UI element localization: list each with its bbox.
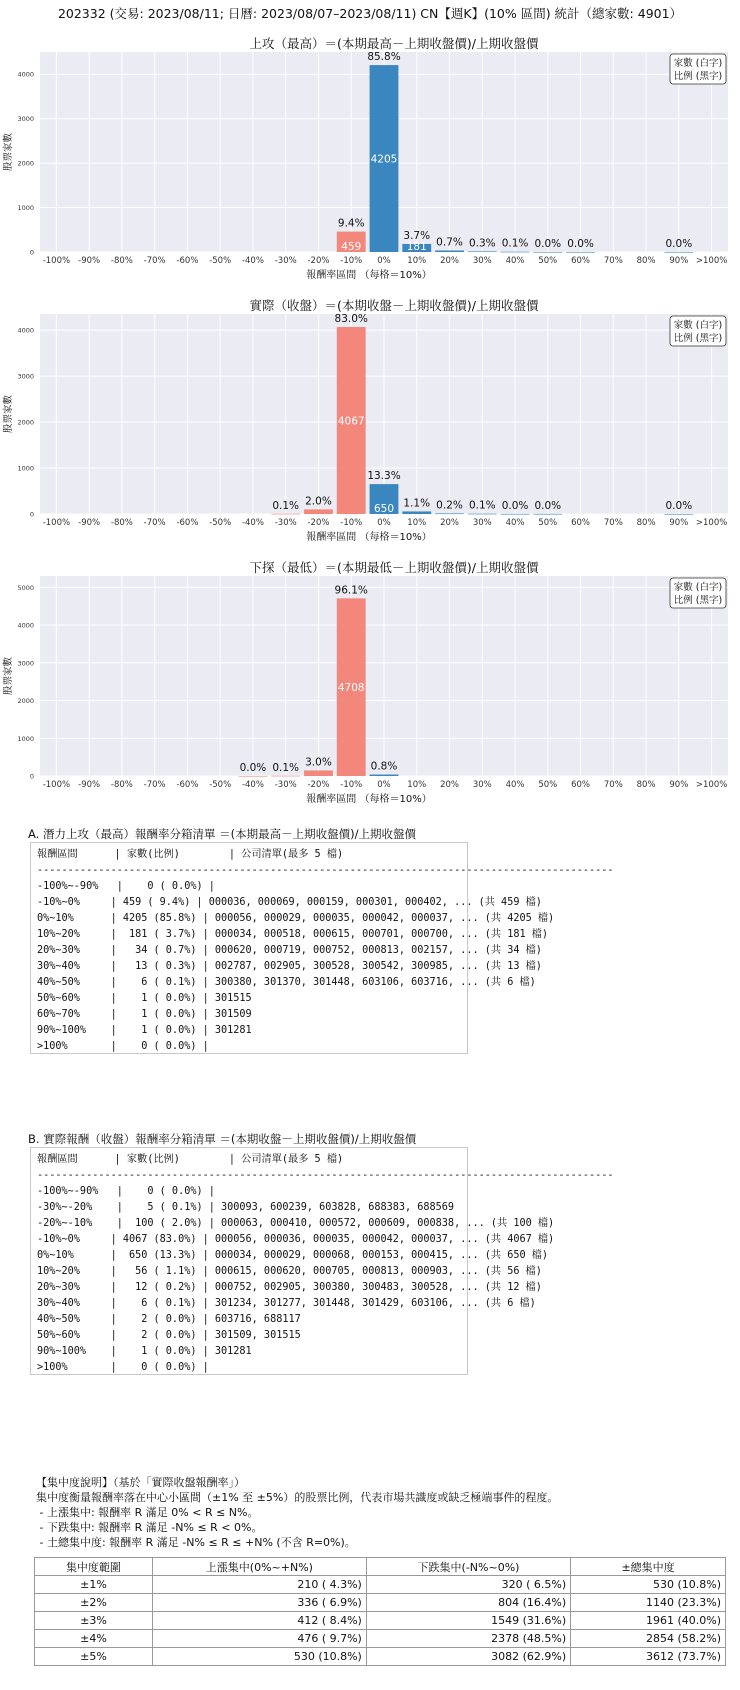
x-tick-label: -50% [209, 780, 232, 790]
list-a-line: 50%~60% | 1 ( 0.0%) | 301515 [37, 993, 252, 1004]
table-cell: 336 ( 6.9%) [152, 1594, 366, 1612]
x-tick-label: 90% [669, 518, 689, 528]
x-tick-label: 30% [472, 518, 492, 528]
y-tick-label: 4000 [17, 70, 34, 79]
table-header-row [35, 1558, 726, 1576]
x-tick-label: 70% [603, 780, 623, 790]
bar-pct-label: 0.7% [436, 236, 463, 249]
list-b-line: 0%~10% | 650 (13.3%) | 000034, 000029, 000068, 000153, 000415, ... (共 650 檔) [37, 1250, 549, 1261]
x-tick-label: 20% [440, 780, 459, 790]
legend-line-1: 家數 (白字) [673, 58, 723, 69]
list-a-line: 40%~50% | 6 ( 0.1%) | 300380, 301370, 301448, 603106, 603716, ... (共 6 檔) [37, 977, 536, 988]
bar [664, 252, 693, 253]
y-tick-label: 3000 [17, 659, 34, 668]
bar-pct-label: 0.1% [272, 499, 300, 512]
y-axis-label: 股票家數 [3, 394, 14, 434]
y-tick-label: 4000 [17, 326, 34, 335]
x-tick-label: 30% [472, 256, 492, 266]
x-tick-label: -80% [110, 256, 133, 266]
bar-pct-label: 0.0% [501, 499, 529, 512]
list-b-line: 20%~30% | 12 ( 0.2%) | 000752, 002905, 300380, 300483, 300528, ... (共 12 檔) [37, 1282, 542, 1293]
list-a-line: 30%~40% | 13 ( 0.3%) | 002787, 002905, 300528, 300542, 300985, ... (共 13 檔) [37, 961, 542, 972]
list-a-box [30, 842, 614, 1054]
bar-pct-label: 0.1% [272, 761, 300, 774]
bar-pct-label: 13.3% [367, 470, 401, 483]
chart-title: 實際（收盤）＝(本期收盤－上期收盤價)/上期收盤價 [249, 298, 539, 313]
list-b-line: 報酬區間 | 家數(比例) | 公司清單(最多 5 檔) [37, 1154, 344, 1165]
x-tick-label: 60% [571, 256, 591, 266]
x-tick-label: 60% [571, 780, 591, 790]
bar-pct-label: 0.0% [665, 499, 693, 512]
x-tick-label: 50% [538, 780, 558, 790]
legend-line-2: 比例 (黑字) [673, 333, 723, 344]
x-tick-label: -50% [209, 518, 232, 528]
table-cell: 476 ( 9.7%) [152, 1630, 366, 1648]
table-cell: ±3% [35, 1612, 153, 1630]
y-tick-label: 1000 [17, 204, 34, 213]
chart-downside [0, 560, 740, 820]
x-tick-label: 90% [669, 256, 689, 266]
bar-count-label: 459 [341, 241, 362, 253]
bar-pct-label: 96.1% [334, 584, 368, 597]
table-cell: ±1% [35, 1576, 153, 1594]
x-tick-label: -20% [307, 256, 330, 266]
x-tick-label: 10% [407, 518, 427, 528]
legend-line-2: 比例 (黑字) [673, 595, 723, 606]
bar-pct-label: 0.0% [567, 237, 594, 250]
legend-line-1: 家數 (白字) [673, 320, 723, 331]
list-b-line: 40%~50% | 2 ( 0.0%) | 603716, 688117 [37, 1314, 301, 1325]
bar [501, 252, 530, 253]
list-a-line: 60%~70% | 1 ( 0.0%) | 301509 [37, 1009, 252, 1020]
x-tick-label: -50% [209, 256, 232, 266]
table-row [35, 1594, 726, 1612]
x-tick-label: 40% [505, 780, 525, 790]
bar-pct-label: 0.0% [665, 237, 693, 250]
bar-pct-label: 2.0% [305, 495, 332, 508]
y-tick-label: 0 [29, 772, 34, 781]
bar-count-label: 181 [406, 241, 427, 253]
y-axis-label: 股票家數 [3, 656, 14, 696]
table-cell: ±4% [35, 1630, 153, 1648]
y-axis-label: 股票家數 [3, 132, 14, 172]
x-tick-label: 20% [440, 256, 459, 266]
x-tick-label: -70% [143, 780, 166, 790]
chart-close-svg [0, 298, 740, 558]
bar [239, 776, 268, 777]
list-b-box [30, 1147, 614, 1375]
list-a-title: A. 潛力上攻（最高）報酬率分箱清單 ＝(本期最高－上期收盤價)/上期收盤價 [28, 827, 416, 841]
table-cell: ±2% [35, 1594, 153, 1612]
list-a-line: -100%~-90% | 0 ( 0.0%) | [37, 881, 215, 892]
table-cell: 1549 (31.6%) [366, 1612, 570, 1630]
x-tick-label: -20% [307, 780, 330, 790]
y-tick-label: 2000 [17, 418, 34, 427]
x-tick-label: 70% [603, 256, 623, 266]
list-a-line: -10%~0% | 459 ( 9.4%) | 000036, 000069, 000159, 000301, 000402, ... (共 459 檔) [37, 897, 542, 908]
bar [304, 770, 333, 776]
bar-pct-label: 85.8% [367, 51, 401, 64]
table-cell: 210 ( 4.3%) [152, 1576, 366, 1594]
table-cell: 2378 (48.5%) [366, 1630, 570, 1648]
table-cell: 3612 (73.7%) [571, 1648, 726, 1666]
y-tick-label: 5000 [17, 583, 34, 592]
x-tick-label: 50% [538, 518, 558, 528]
list-b-line: 50%~60% | 2 ( 0.0%) | 301509, 301515 [37, 1330, 301, 1341]
table-cell: 2854 (58.2%) [571, 1630, 726, 1648]
x-tick-label: -60% [176, 780, 199, 790]
list-a-line: 90%~100% | 1 ( 0.0%) | 301281 [37, 1025, 252, 1036]
bar-pct-label: 0.0% [534, 499, 562, 512]
y-tick-label: 4000 [17, 621, 34, 630]
x-tick-label: >100% [695, 518, 728, 528]
x-tick-label: 10% [407, 256, 427, 266]
list-b-line: -100%~-90% | 0 ( 0.0%) | [37, 1186, 215, 1197]
x-tick-label: -60% [176, 256, 199, 266]
table-cell: 804 (16.4%) [366, 1594, 570, 1612]
x-tick-label: 60% [571, 518, 591, 528]
bar [402, 511, 431, 514]
chart-upside-svg [0, 36, 740, 296]
chart-title: 上攻（最高）＝(本期最高－上期收盤價)/上期收盤價 [249, 36, 539, 51]
table-header-cell: ±總集中度 [571, 1558, 726, 1576]
x-axis-label: 報酬率區間 （每格＝10%） [306, 532, 432, 543]
x-tick-label: -100% [42, 780, 71, 790]
list-b-line: ---------------------------------------------------------------------------------------------- [37, 1170, 614, 1181]
bar [533, 252, 562, 253]
x-tick-label: 80% [636, 780, 656, 790]
note-line: - 上漲集中: 報酬率 R 滿足 0% < R ≤ N%。 [36, 1506, 259, 1519]
y-tick-label: 1000 [17, 464, 34, 473]
bar [664, 514, 693, 515]
x-tick-label: 40% [505, 256, 525, 266]
table-header-cell: 上漲集中(0%~+N%) [152, 1558, 366, 1576]
table-row [35, 1648, 726, 1666]
x-tick-label: -60% [176, 518, 199, 528]
y-tick-label: 2000 [17, 697, 34, 706]
x-tick-label: -80% [110, 518, 133, 528]
bar-pct-label: 0.3% [468, 237, 496, 250]
x-tick-label: -100% [42, 518, 71, 528]
list-b-line: >100% | 0 ( 0.0%) | [37, 1362, 209, 1373]
concentration-table [34, 1557, 726, 1666]
x-tick-label: >100% [695, 256, 728, 266]
table-cell: 412 ( 8.4%) [152, 1612, 366, 1630]
y-tick-label: 0 [29, 510, 34, 519]
list-a-line: 報酬區間 | 家數(比例) | 公司清單(最多 5 檔) [37, 849, 344, 860]
table-cell: ±5% [35, 1648, 153, 1666]
table-cell: 1961 (40.0%) [571, 1612, 726, 1630]
note-line: - 下跌集中: 報酬率 R 滿足 -N% ≤ R < 0%。 [36, 1521, 263, 1534]
bar [435, 250, 464, 252]
x-tick-label: -30% [274, 518, 297, 528]
bar-pct-label: 0.0% [239, 761, 267, 774]
x-tick-label: -10% [340, 256, 363, 266]
bar-count-label: 4708 [337, 682, 365, 695]
x-tick-label: >100% [695, 780, 728, 790]
x-tick-label: -90% [78, 780, 101, 790]
x-tick-label: -40% [241, 256, 264, 266]
note-line: 【集中度說明】（基於「實際收盤報酬率」） [36, 1476, 245, 1489]
table-header-cell: 集中度範圍 [35, 1558, 153, 1576]
x-tick-label: 90% [669, 780, 689, 790]
x-tick-label: -100% [42, 256, 71, 266]
chart-downside-svg [0, 560, 740, 820]
x-tick-label: -20% [307, 518, 330, 528]
chart-close [0, 298, 740, 558]
note-line: - 土總集中度: 報酬率 R 滿足 -N% ≤ R ≤ +N% (不含 R=0%)。 [36, 1536, 356, 1549]
chart-title: 下探（最低）＝(本期最低－上期收盤價)/上期收盤價 [249, 560, 539, 575]
table-cell: 3082 (62.9%) [366, 1648, 570, 1666]
list-a-line: ---------------------------------------------------------------------------------------------- [37, 865, 614, 876]
x-tick-label: -40% [241, 780, 264, 790]
list-b-line: -10%~0% | 4067 (83.0%) | 000056, 000036, 000035, 000042, 000037, ... (共 4067 檔) [37, 1234, 555, 1245]
x-tick-label: 40% [505, 518, 525, 528]
bar-pct-label: 3.0% [305, 756, 332, 769]
x-tick-label: -90% [78, 518, 101, 528]
bar-pct-label: 0.0% [534, 237, 562, 250]
bar-pct-label: 1.1% [403, 497, 431, 510]
bar [271, 776, 300, 777]
bar [501, 514, 530, 515]
bar [370, 775, 399, 776]
bar-pct-label: 83.0% [334, 313, 368, 326]
bar-count-label: 4205 [370, 153, 398, 166]
bar-count-label: 4067 [337, 415, 365, 428]
y-tick-label: 3000 [17, 115, 34, 124]
x-tick-label: 20% [440, 518, 459, 528]
legend-line-2: 比例 (黑字) [673, 71, 723, 82]
bar [271, 514, 300, 515]
x-tick-label: 50% [538, 256, 558, 266]
list-a-line: 0%~10% | 4205 (85.8%) | 000056, 000029, 000035, 000042, 000037, ... (共 4205 檔) [37, 913, 555, 924]
x-tick-label: 80% [636, 256, 656, 266]
bar-pct-label: 9.4% [337, 217, 365, 230]
x-tick-label: -30% [274, 780, 297, 790]
list-b-line: 10%~20% | 56 ( 1.1%) | 000615, 000620, 000705, 000813, 000903, ... (共 56 檔) [37, 1266, 542, 1277]
x-tick-label: -10% [340, 780, 363, 790]
bar-pct-label: 3.7% [403, 229, 431, 242]
list-a-line: 10%~20% | 181 ( 3.7%) | 000034, 000518, 000615, 000701, 000700, ... (共 181 檔) [37, 929, 549, 940]
x-tick-label: -70% [143, 256, 166, 266]
bar-pct-label: 0.1% [501, 237, 529, 250]
bar [304, 509, 333, 514]
x-tick-label: 0% [377, 256, 391, 266]
x-tick-label: 70% [603, 518, 623, 528]
table-row [35, 1576, 726, 1594]
x-tick-label: -30% [274, 256, 297, 266]
table-header-cell: 下跌集中(-N%~0%) [366, 1558, 570, 1576]
x-tick-label: 0% [377, 518, 391, 528]
x-tick-label: 0% [377, 780, 391, 790]
x-tick-label: -40% [241, 518, 264, 528]
table-cell: 320 ( 6.5%) [366, 1576, 570, 1594]
y-tick-label: 0 [29, 248, 34, 257]
x-axis-label: 報酬率區間 （每格＝10%） [306, 270, 432, 281]
bar-pct-label: 0.1% [468, 499, 496, 512]
x-tick-label: -10% [340, 518, 363, 528]
x-tick-label: 10% [407, 780, 427, 790]
y-tick-label: 2000 [17, 159, 34, 168]
x-tick-label: 30% [472, 780, 492, 790]
list-a-line: >100% | 0 ( 0.0%) | [37, 1041, 209, 1052]
table-row [35, 1612, 726, 1630]
bar [533, 514, 562, 515]
x-tick-label: -70% [143, 518, 166, 528]
list-a-line: 20%~30% | 34 ( 0.7%) | 000620, 000719, 000752, 000813, 002157, ... (共 34 檔) [37, 945, 542, 956]
table-row [35, 1630, 726, 1648]
concentration-note [36, 1475, 558, 1550]
x-tick-label: 80% [636, 518, 656, 528]
list-b-title: B. 實際報酬（收盤）報酬率分箱清單 ＝(本期收盤－上期收盤價)/上期收盤價 [28, 1132, 417, 1146]
bar [566, 252, 595, 253]
y-tick-label: 1000 [17, 734, 34, 743]
bar-pct-label: 0.2% [436, 499, 463, 512]
chart-upside [0, 36, 740, 296]
table-cell: 530 (10.8%) [571, 1576, 726, 1594]
x-tick-label: -90% [78, 256, 101, 266]
list-b-line: -20%~-10% | 100 ( 2.0%) | 000063, 000410, 000572, 000609, 000838, ... (共 100 檔) [37, 1218, 555, 1229]
list-b-line: -30%~-20% | 5 ( 0.1%) | 300093, 600239, 603828, 688383, 688569 [37, 1202, 455, 1213]
bar [435, 513, 464, 514]
x-tick-label: -80% [110, 780, 133, 790]
table-cell: 1140 (23.3%) [571, 1594, 726, 1612]
bar [468, 251, 497, 252]
bar [468, 514, 497, 515]
bar-count-label: 650 [373, 503, 395, 515]
list-b-line: 30%~40% | 6 ( 0.1%) | 301234, 301277, 301448, 301429, 603106, ... (共 6 檔) [37, 1298, 536, 1309]
bar-pct-label: 0.8% [370, 760, 398, 773]
table-cell: 530 (10.8%) [152, 1648, 366, 1666]
table-body [35, 1576, 726, 1666]
page-title: 202332 (交易: 2023/08/11; 日曆: 2023/08/07–2023/08/11) CN【週K】(10% 區間) 統計（總家數: 4901） [57, 6, 683, 21]
note-line: 集中度衡量報酬率落在中心小區間（±1% 至 ±5%）的股票比例，代表市場共識度或缺乏極端事件的程度。 [36, 1491, 559, 1504]
legend-line-1: 家數 (白字) [673, 582, 723, 593]
x-axis-label: 報酬率區間 （每格＝10%） [306, 794, 432, 805]
list-b-line: 90%~100% | 1 ( 0.0%) | 301281 [37, 1346, 252, 1357]
y-tick-label: 3000 [17, 372, 34, 381]
